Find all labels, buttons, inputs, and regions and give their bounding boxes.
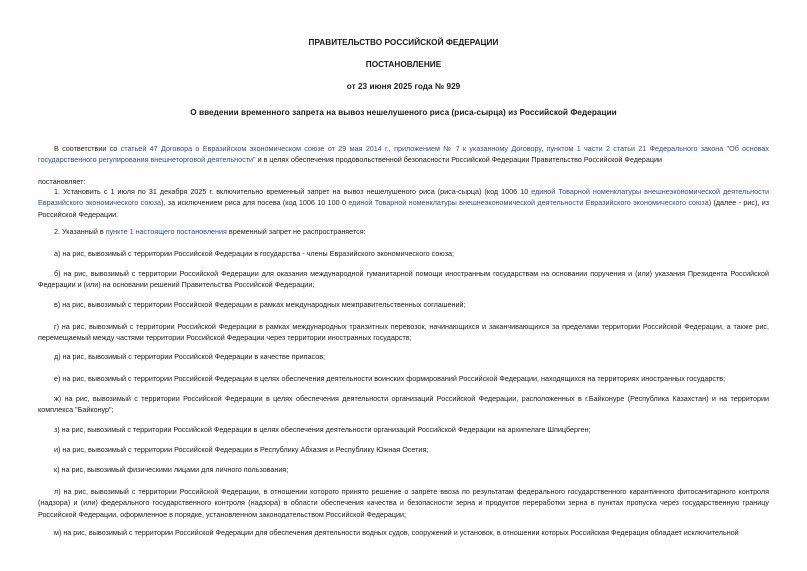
item-1-text-3: ) (далее - рис), из Российской Федерации. [38,198,770,219]
subitem-l: л) на рис, вывозимый с территории Российской Федерации, в отношении которого принято решение о запрете ввоза по результатам федерального государственного карантинного фитосанитарного контроля (надзора) и (или) федерального государственного контроля (надзора) в области обеспечения качества и безопасности зерна и продуктов переработки зерна в пунктах пропуска через государственную границу Российской Федерации, оформленное в порядке, установленном законодательством Российской Федерации; [38,487,769,519]
item-2-paragraph [38,226,769,237]
subitem-b: б) на рис, вывозимый с территории Российской Федерации для оказания международной гуманитарной помощи иностранным государствам на основании поручения и (или) указания Президента Российской Федерации и (или) на основании решений Правительства Российской Федерации; [38,269,769,290]
item-1-text-1: 1. Установить с 1 июля по 31 декабря 2025 г. включительно временный запрет на вывоз нешелушеного риса (риса-сырца) (код 1006 10 [54,187,532,196]
document-date-number: от 23 июня 2025 года № 929 [346,82,461,91]
subitem-v: в) на рис, вывозимый с территории Российской Федерации в рамках международных межправительственных соглашений; [54,300,466,309]
link-federal-law[interactable]: пунктом 1 части 2 статьи 21 Федерального закона "Об основах государственного регулирования внешнеторговой деятельности" [38,144,770,165]
subitem-z: з) на рис, вывозимый с территории Российской Федерации в целях обеспечения деятельности организаций Российской Федерации на архипелаге Шпицберген; [54,425,591,434]
item-1-paragraph [38,186,769,220]
subitem-d: д) на рис, вывозимый с территории Российской Федерации в качестве припасов; [54,352,326,361]
item-2-text-1: 2. Указанный в [54,227,106,236]
preamble-text-2: , [388,144,395,153]
item-1-text-2: ), за исключением риса для посева (код 1006 10 100 0 [161,198,349,208]
subitem-a: а) на рис, вывозимый с территории Российской Федерации в государства - члены Евразийского экономического союза; [54,249,455,258]
subitem-i: и) на рис, вывозимый с территории Российской Федерации в Республику Абхазия и Республику Южная Осетия; [54,445,429,454]
subitem-g: г) на рис, вывозимый с территории Российской Федерации в рамках международных транзитных перевозок, начинающихся и заканчивающихся за пределами территории Российской Федерации, а также рис, перемещаемый между частями территории Российской Федерации через территории иностранных государств; [38,322,769,343]
government-heading: ПРАВИТЕЛЬСТВО РОССИЙСКОЙ ФЕДЕРАЦИИ [308,38,499,47]
document-type: ПОСТАНОВЛЕНИЕ [365,60,442,69]
preamble-paragraph [38,143,769,166]
subitem-e: е) на рис, вывозимый с территории Российской Федерации в целях обеспечения деятельности воинских формирований Российской Федерации, находящихся на территориях иностранных государств; [54,374,726,383]
link-tn-ved-2[interactable]: единой Товарной номенклатуры внешнеэкономической деятельности Евразийского экономического союза [348,198,709,208]
subitem-m: м) на рис, вывозимый с территории Российской Федерации для обеспечения деятельности водных судов, сооружений и установок, в отношении которых Российская Федерация обладает исключительной [54,528,739,537]
document-title: О введении временного запрета на вывоз нешелушеного риса (риса-сырца) из Российской Федерации [190,108,617,117]
link-tn-ved-1[interactable]: единой Товарной номенклатуры внешнеэкономической деятельности Евразийского экономического союза [38,187,769,208]
subitem-k: к) на рис, вывозимый физическими лицами для личного пользования; [54,465,289,474]
preamble-text-3: , [541,144,547,153]
link-annex-7[interactable]: приложением № 7 к указанному Договору [394,144,542,153]
preamble-text-4: и в целях обеспечения продовольственной безопасности Российской Федерации Правительство Российской Федерации [255,155,663,165]
subitem-zh: ж) на рис, вывозимый с территории Российской Федерации в целях обеспечения деятельности организаций Российской Федерации, расположенных в г.Байконуре (Республика Казахстан) и на территории комплекса "Байконур"; [38,394,769,415]
link-article-47[interactable]: статьей 47 Договора о Евразийском экономическом союзе от 29 мая 2014 г. [120,144,389,153]
link-item-1[interactable]: пункте 1 настоящего постановления [105,227,227,236]
item-2-text-2: временный запрет не распространяется: [226,227,366,236]
preamble-text-1: В соответствии со [54,144,121,153]
resolves-word: постановляет: [38,177,86,186]
